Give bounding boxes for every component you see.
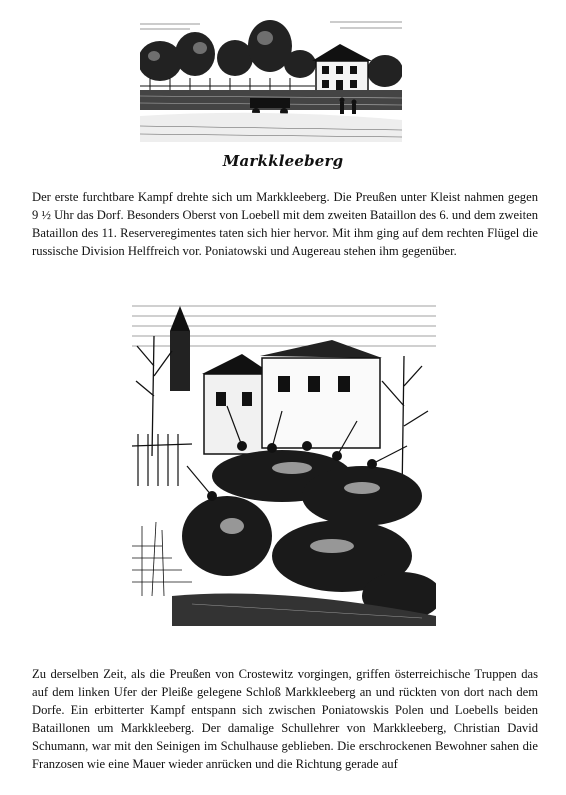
section-heading: Markkleeberg (222, 152, 344, 170)
battle-illustration (132, 296, 436, 626)
paragraph-1: Der erste furchtbare Kampf drehte sich um Markkleeberg. Die Preußen unter Kleist nahmen gegen 9 ½ Uhr das Dorf. Besonders Oberst von Loebell mit dem zweiten Bataillon des 6. und dem zweiten Bataillon des 11. Reserveregimentes taten sich hier hervor. Mit ihm ging auf dem rechten Flügel die russische Division Helffreich vor. Poniatowski und Augereau stehen ihm gegenüber. (32, 190, 538, 258)
village-illustration (140, 16, 402, 142)
paragraph-2: Zu derselben Zeit, als die Preußen von Crostewitz vorgingen, griffen österreichische Truppen das auf dem linken Ufer der Pleiße gelegene Schloß Markkleeberg an und rückten von dort nach dem Dorfe. Ein erbitterter Kampf entspann sich zwischen Poniatowskis Polen und Loebells beiden Bataillonen um Markkleeberg. Der damalige Schullehrer von Markkleeberg, Christian David Schumann, war mit den Seinigen im Schulhause geblieben. Die erschrockenen Bewohner sahen die Franzosen wie eine Mauer wieder anrücken und die Richtung gerade auf (32, 667, 538, 771)
